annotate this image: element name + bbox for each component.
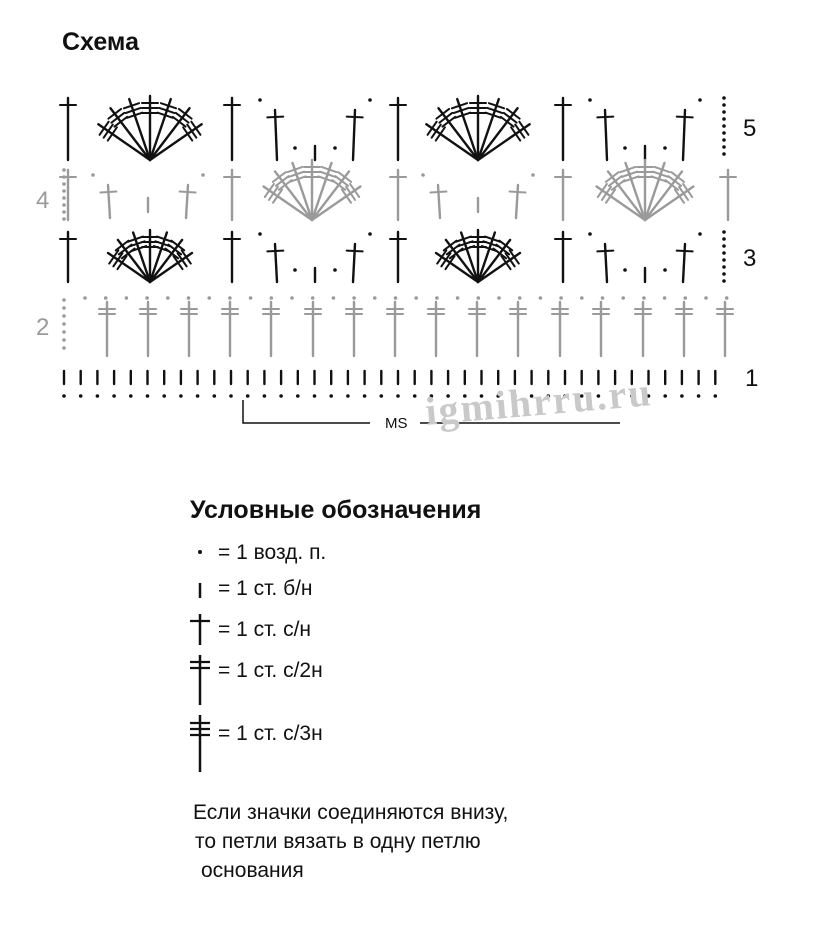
legend-dtreble: = 1 ст. с/3н	[218, 722, 323, 745]
note-line: то петли вязать в одну петлю	[195, 830, 481, 853]
legend-title: Условные обозначения	[190, 496, 482, 524]
watermark: igmihrru.ru	[423, 369, 655, 434]
double-treble-crochet-icon	[190, 715, 210, 772]
chain-stitch-icon	[198, 550, 202, 554]
row-label-4: 4	[36, 187, 50, 214]
legend-single: = 1 ст. б/н	[218, 577, 313, 600]
repeat-label: MS	[385, 415, 408, 432]
row-label-3: 3	[743, 245, 757, 272]
page-title: Схема	[62, 28, 139, 56]
treble-crochet-icon	[190, 655, 210, 705]
legend-double: = 1 ст. с/н	[218, 618, 312, 641]
row-label-5: 5	[743, 115, 757, 142]
note	[193, 798, 508, 885]
row-label-1: 1	[745, 365, 759, 392]
double-crochet-icon	[190, 614, 210, 645]
row-label-2: 2	[36, 314, 50, 341]
legend-chain: = 1 возд. п.	[218, 541, 327, 564]
note-line: Если значки соединяются внизу,	[193, 801, 509, 824]
legend-treble: = 1 ст. с/2н	[218, 659, 323, 682]
note-line: основания	[201, 859, 304, 882]
